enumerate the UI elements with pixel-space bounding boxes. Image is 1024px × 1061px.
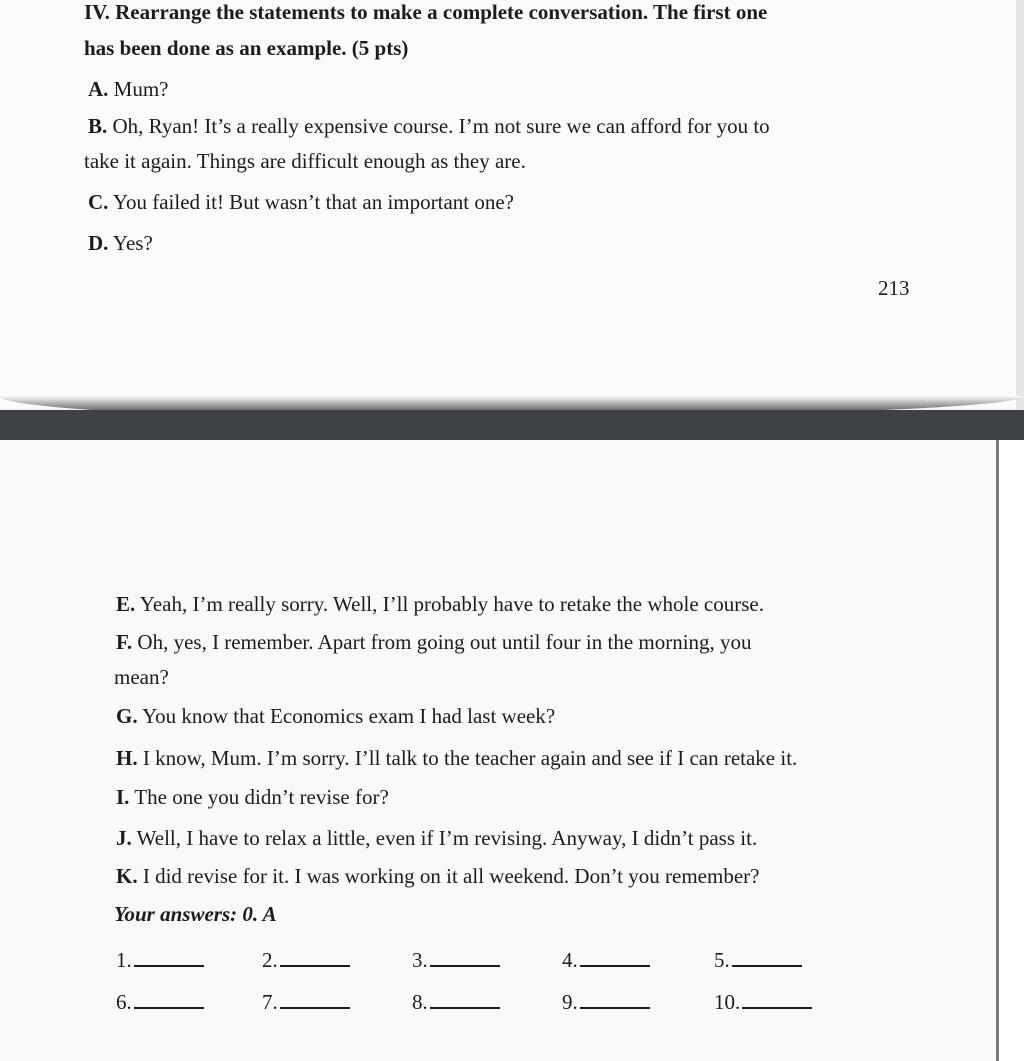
answer-number: 10. — [714, 990, 741, 1014]
answer-blank-2[interactable] — [262, 945, 350, 972]
answer-blank-9[interactable] — [562, 987, 650, 1014]
answer-blank-10[interactable] — [714, 987, 812, 1014]
answer-number: 5. — [714, 948, 730, 972]
statement-label: E. — [116, 592, 136, 616]
statement-label: H. — [116, 746, 138, 770]
statement-h — [116, 746, 797, 770]
answer-line[interactable] — [580, 945, 650, 967]
answer-number: 7. — [262, 990, 278, 1014]
answer-number: 1. — [116, 948, 132, 972]
answer-number: 8. — [412, 990, 428, 1014]
statement-j — [116, 826, 757, 850]
statement-label: K. — [116, 864, 138, 888]
section-heading-line1: IV. Rearrange the statements to make a complete conversation. The first one — [84, 0, 768, 24]
answer-number: 2. — [262, 948, 278, 972]
answer-line[interactable] — [280, 945, 350, 967]
statement-text: Oh, Ryan! It’s a really expensive course. I’m not sure we can afford for you to — [112, 114, 770, 138]
statement-f-line2: mean? — [114, 665, 169, 689]
answer-blank-8[interactable] — [412, 987, 500, 1014]
answer-line[interactable] — [430, 987, 500, 1009]
answer-blank-6[interactable] — [116, 987, 204, 1014]
answer-blank-5[interactable] — [714, 945, 802, 972]
answer-line[interactable] — [280, 987, 350, 1009]
statement-label: B. — [88, 114, 108, 138]
answers-title: Your answers: 0. A — [114, 902, 277, 926]
statement-k — [116, 864, 759, 888]
upper-page-edge — [1016, 0, 1024, 410]
statement-text: Well, I have to relax a little, even if I’m revising. Anyway, I didn’t pass it. — [136, 826, 758, 850]
statement-text: Mum? — [113, 77, 169, 101]
statement-label: F. — [116, 630, 133, 654]
statement-label: A. — [88, 77, 109, 101]
answer-blank-4[interactable] — [562, 945, 650, 972]
statement-d — [88, 231, 153, 255]
answer-number: 6. — [116, 990, 132, 1014]
page-number: 213 — [878, 276, 910, 300]
statement-text: Yeah, I’m really sorry. Well, I’ll probably have to retake the whole course. — [139, 592, 764, 616]
answer-line[interactable] — [732, 945, 802, 967]
statement-g — [116, 704, 555, 728]
statement-f — [116, 630, 752, 654]
statement-text: You failed it! But wasn’t that an important one? — [112, 190, 514, 214]
answer-line[interactable] — [742, 987, 812, 1009]
statement-c — [88, 190, 514, 214]
statement-label: D. — [88, 231, 109, 255]
statement-label: I. — [116, 785, 130, 809]
statement-text: Oh, yes, I remember. Apart from going out until four in the morning, you — [137, 630, 752, 654]
answer-line[interactable] — [134, 945, 204, 967]
statement-text: Yes? — [112, 231, 153, 255]
statement-a — [88, 77, 169, 101]
answer-number: 9. — [562, 990, 578, 1014]
statement-text: I know, Mum. I’m sorry. I’ll talk to the teacher again and see if I can retake it. — [142, 746, 798, 770]
answer-number: 3. — [412, 948, 428, 972]
statement-label: G. — [116, 704, 138, 728]
statement-e — [116, 592, 764, 616]
statement-label: J. — [116, 826, 132, 850]
statement-label: C. — [88, 190, 109, 214]
answer-number: 4. — [562, 948, 578, 972]
statement-text: I did revise for it. I was working on it all weekend. Don’t you remember? — [142, 864, 760, 888]
statement-text: The one you didn’t revise for? — [134, 785, 389, 809]
statement-text: You know that Economics exam I had last week? — [142, 704, 556, 728]
answer-line[interactable] — [134, 987, 204, 1009]
answer-line[interactable] — [580, 987, 650, 1009]
answer-blank-1[interactable] — [116, 945, 204, 972]
statement-i — [116, 785, 389, 809]
answer-line[interactable] — [430, 945, 500, 967]
statement-b-line2: take it again. Things are difficult enough as they are. — [84, 149, 526, 173]
answer-blank-7[interactable] — [262, 987, 350, 1014]
section-heading-line2: has been done as an example. (5 pts) — [84, 36, 409, 60]
statement-b — [88, 114, 770, 138]
lower-page-edge — [996, 440, 1024, 1061]
page-gap — [0, 410, 1024, 442]
answer-blank-3[interactable] — [412, 945, 500, 972]
